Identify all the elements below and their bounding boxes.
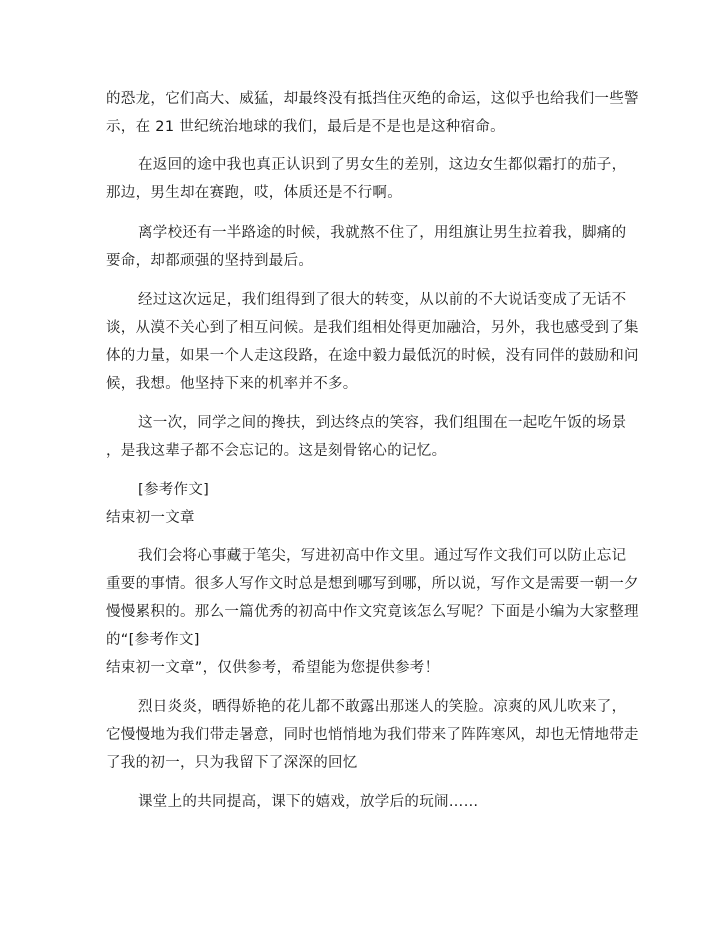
text-line: 的恐龙，它们高大、威猛，却最终没有抵挡住灭绝的命运，这似乎也给我们一些警 (106, 91, 639, 107)
text-line: 要命，却都顽强的坚持到最后。 (106, 253, 314, 269)
text-line: 结束初一文章”，仅供参考，希望能为您提供参考！ (106, 660, 440, 676)
section-title: 结束初一文章 (106, 510, 195, 526)
text-line: 示，在 21 世纪统治地球的我们，最后是不是也是这种宿命。 (106, 119, 505, 135)
text-line: 课堂上的共同提高，课下的嬉戏，放学后的玩闹…… (138, 794, 479, 810)
text-line: 候，我想。他坚持下来的机率并不多。 (106, 376, 358, 392)
text-line: 我们会将心事藏于笔尖，写进初高中作文里。通过写作文我们可以防止忘记 (138, 548, 627, 564)
text-line: 在返回的途中我也真正认识到了男女生的差别，这边女生都似霜打的茄子， (138, 157, 627, 173)
section-heading: [参考作文] (138, 482, 210, 498)
text-line: 了我的初一，只为我留下了深深的回忆 (106, 755, 358, 771)
text-line: 重要的事情。很多人写作文时总是想到哪写到哪，所以说，写作文是需要一朝一夕 (106, 576, 639, 592)
text-line: 体的力量，如果一个人走这段路，在途中毅力最低沉的时候，没有同伴的鼓励和问 (106, 348, 639, 364)
text-line: 经过这次远足，我们组得到了很大的转变，从以前的不大说话变成了无话不 (138, 292, 627, 308)
text-line: 谈，从漠不关心到了相互问候。是我们组相处得更加融洽，另外，我也感受到了集 (106, 320, 639, 336)
text-line: 那边，男生却在赛跑，哎，体质还是不行啊。 (106, 185, 402, 201)
text-line: 烈日炎炎，晒得娇艳的花儿都不敢露出那迷人的笑脸。凉爽的风儿吹来了， (138, 699, 627, 715)
text-line: 的“[参考作文] (106, 632, 200, 648)
text-line: ，是我这辈子都不会忘记的。这是刻骨铭心的记忆。 (106, 443, 447, 459)
text-line: 慢慢累积的。那么一篇优秀的初高中作文究竟该怎么写呢？下面是小编为大家整理 (106, 604, 639, 620)
text-line: 这一次，同学之间的搀扶，到达终点的笑容，我们组围在一起吃午饭的场景 (138, 415, 627, 431)
text-line: 它慢慢地为我们带走暑意，同时也悄悄地为我们带来了阵阵寒风，却也无情地带走 (106, 727, 639, 743)
text-line: 离学校还有一半路途的时候，我就熬不住了，用组旗让男生拉着我，脚痛的 (138, 225, 627, 241)
